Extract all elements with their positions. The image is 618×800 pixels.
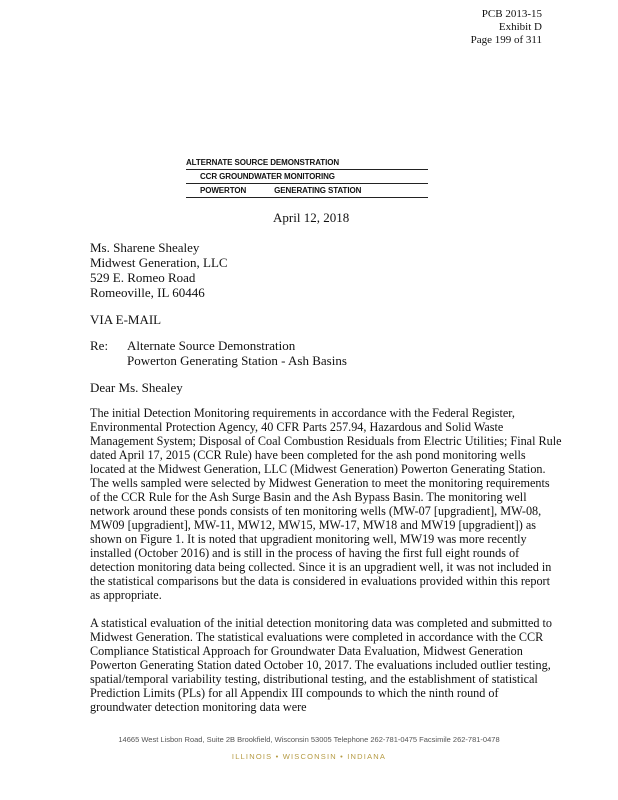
- recipient-company: Midwest Generation, LLC: [90, 255, 228, 270]
- subject-label: Re:: [90, 338, 109, 353]
- letterhead-station-type: GENERATING STATION: [274, 186, 362, 195]
- stamp-case-number: PCB 2013-15: [481, 8, 542, 20]
- stamp-page: Page 199 of 311: [470, 34, 542, 46]
- footer-address: 14665 West Lisbon Road, Suite 2B Brookfield, Wisconsin 53005 Telephone 262-781-0475 Facsimile 262-781-0478: [118, 735, 500, 744]
- letterhead: [186, 156, 428, 198]
- letterhead-station: [186, 184, 428, 198]
- letterhead-title: ALTERNATE SOURCE DEMONSTRATION: [186, 156, 428, 170]
- footer-states: ILLINOIS • WISCONSIN • INDIANA: [231, 752, 387, 761]
- body-paragraph-2: A statistical evaluation of the initial detection monitoring data was completed and submitted to Midwest Generation. The statistical evaluations were completed in accordance with the CCR Compliance Statistical Approach for Groundwater Data Evaluation, Midwest Generation Powerton Generating Station dated October 10, 2017. The evaluations included outlier testing, spatial/temporal variability testing, distributional testing, and the establishment of statistical Prediction Limits (PLs) for all Appendix III compounds to which the ninth round of groundwater detection monitoring data were: [90, 616, 552, 714]
- recipient-name: Ms. Sharene Shealey: [90, 240, 200, 255]
- recipient-street: 529 E. Romeo Road: [90, 270, 196, 285]
- letterhead-subtitle: CCR GROUNDWATER MONITORING: [186, 170, 428, 184]
- body-paragraph-1: The initial Detection Monitoring requirements in accordance with the Federal Register, Environmental Protection Agency, 40 CFR Parts 257.94, Hazardous and Solid Waste Management System; Disposal of Coal Combustion Residuals from Electric Utilities; Final Rule dated April 17, 2015 (CCR Rule) have been completed for the ash pond monitoring wells located at the Midwest Generation, LLC (Midwest Generation) Powerton Generating Station. The wells sampled were selected by Midwest Generation to meet the monitoring requirements of the CCR Rule for the Ash Surge Basin and the Ash Bypass Basin. The monitoring well network around these ponds consists of ten monitoring wells (MW-07 [upgradient], MW-08, MW09 [upgradient], MW-11, MW12, MW15, MW-17, MW18 and MW19 [upgradient]) as shown on Figure 1. It is noted that upgradient monitoring well, MW19 was more recently installed (October 2016) and is still in the process of having the first full eight rounds of detection monitoring data being collected. Since it is an upgradient well, it was not included in the statistical comparisons but the data is considered in evaluations provided within this report as appropriate.: [90, 406, 562, 602]
- exhibit-stamp: [471, 8, 542, 47]
- salutation: Dear Ms. Shealey: [90, 380, 183, 395]
- letter-date: April 12, 2018: [273, 210, 350, 225]
- stamp-exhibit: Exhibit D: [498, 21, 542, 33]
- recipient-city: Romeoville, IL 60446: [90, 285, 205, 300]
- subject-text: [127, 338, 347, 368]
- subject-line-1: Alternate Source Demonstration: [127, 338, 296, 353]
- letterhead-station-name: POWERTON: [200, 186, 247, 195]
- subject-line-2: Powerton Generating Station - Ash Basins: [127, 353, 347, 368]
- delivery-method: VIA E-MAIL: [90, 312, 162, 327]
- recipient-address: [90, 240, 228, 300]
